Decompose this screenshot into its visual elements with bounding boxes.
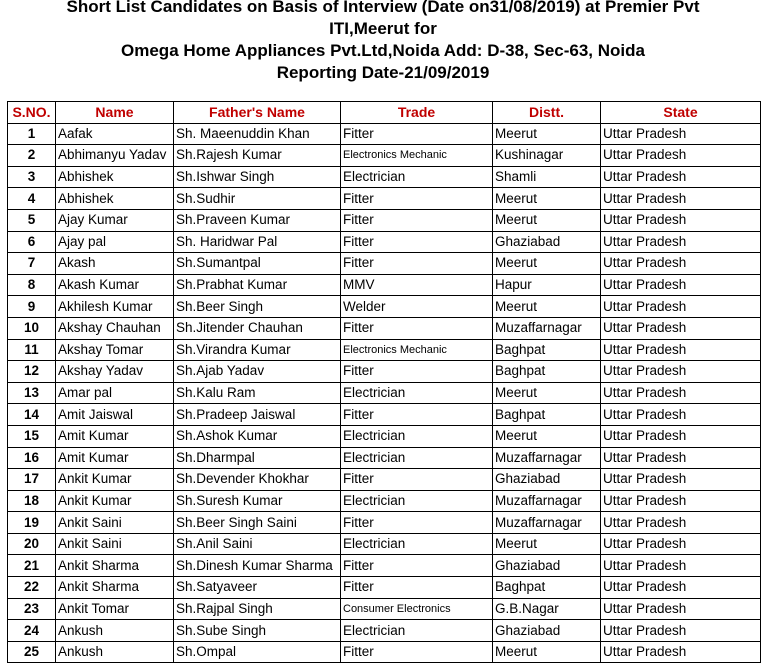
cell-fathers-name: Sh.Ashok Kumar <box>174 425 341 447</box>
cell-state: Uttar Pradesh <box>601 188 761 210</box>
cell-distt: Baghpat <box>493 361 601 383</box>
cell-fathers-name: Sh.Devender Khokhar <box>174 469 341 491</box>
cell-distt: Meerut <box>493 209 601 231</box>
table-row <box>8 382 761 404</box>
cell-sno: 11 <box>8 339 56 361</box>
cell-fathers-name: Sh.Satyaveer <box>174 577 341 599</box>
cell-name: Abhimanyu Yadav <box>56 145 174 167</box>
cell-distt: Baghpat <box>493 577 601 599</box>
table-row <box>8 577 761 599</box>
cell-state: Uttar Pradesh <box>601 533 761 555</box>
cell-name: Abhishek <box>56 188 174 210</box>
table-row <box>8 533 761 555</box>
table-row <box>8 145 761 167</box>
cell-fathers-name: Sh.Rajesh Kumar <box>174 145 341 167</box>
cell-trade: Fitter <box>341 641 493 663</box>
cell-name: Amit Kumar <box>56 447 174 469</box>
cell-fathers-name: Sh.Dharmpal <box>174 447 341 469</box>
cell-state: Uttar Pradesh <box>601 404 761 426</box>
cell-trade: Fitter <box>341 188 493 210</box>
cell-name: Akash <box>56 253 174 275</box>
cell-distt: Muzaffarnagar <box>493 447 601 469</box>
column-header-sno: S.NO. <box>8 102 56 124</box>
cell-trade: Electrician <box>341 447 493 469</box>
cell-trade: Fitter <box>341 123 493 145</box>
cell-name: Aafak <box>56 123 174 145</box>
cell-state: Uttar Pradesh <box>601 447 761 469</box>
cell-state: Uttar Pradesh <box>601 274 761 296</box>
title-line-2: ITI,Meerut for <box>329 19 437 38</box>
cell-name: Akshay Yadav <box>56 361 174 383</box>
cell-sno: 3 <box>8 166 56 188</box>
cell-trade: Electrician <box>341 166 493 188</box>
cell-distt: Muzaffarnagar <box>493 490 601 512</box>
cell-name: Ankit Tomar <box>56 598 174 620</box>
cell-distt: Baghpat <box>493 404 601 426</box>
cell-distt: Meerut <box>493 533 601 555</box>
cell-distt: Ghaziabad <box>493 469 601 491</box>
cell-distt: Ghaziabad <box>493 620 601 642</box>
title-line-3: Omega Home Appliances Pvt.Ltd,Noida Add: D-38, Sec-63, Noida <box>121 41 645 60</box>
cell-sno: 19 <box>8 512 56 534</box>
table-row <box>8 274 761 296</box>
table-row <box>8 209 761 231</box>
table-row <box>8 620 761 642</box>
column-header-name: Name <box>56 102 174 124</box>
cell-distt: Meerut <box>493 382 601 404</box>
cell-state: Uttar Pradesh <box>601 361 761 383</box>
cell-trade: Consumer Electronics <box>341 598 493 620</box>
cell-fathers-name: Sh.Suresh Kumar <box>174 490 341 512</box>
table-row <box>8 123 761 145</box>
cell-state: Uttar Pradesh <box>601 490 761 512</box>
table-row <box>8 166 761 188</box>
cell-fathers-name: Sh.Sudhir <box>174 188 341 210</box>
cell-sno: 9 <box>8 296 56 318</box>
cell-distt: Shamli <box>493 166 601 188</box>
cell-trade: Fitter <box>341 512 493 534</box>
cell-state: Uttar Pradesh <box>601 296 761 318</box>
cell-trade: Fitter <box>341 469 493 491</box>
cell-sno: 21 <box>8 555 56 577</box>
cell-sno: 2 <box>8 145 56 167</box>
cell-sno: 18 <box>8 490 56 512</box>
cell-trade: Fitter <box>341 555 493 577</box>
cell-trade: MMV <box>341 274 493 296</box>
cell-fathers-name: Sh.Virandra Kumar <box>174 339 341 361</box>
cell-trade: Fitter <box>341 577 493 599</box>
cell-distt: Meerut <box>493 253 601 275</box>
cell-sno: 12 <box>8 361 56 383</box>
cell-state: Uttar Pradesh <box>601 209 761 231</box>
cell-sno: 14 <box>8 404 56 426</box>
cell-trade: Electronics Mechanic <box>341 339 493 361</box>
table-row <box>8 317 761 339</box>
title-line-4: Reporting Date-21/09/2019 <box>276 63 490 82</box>
cell-sno: 22 <box>8 577 56 599</box>
table-row <box>8 339 761 361</box>
cell-sno: 1 <box>8 123 56 145</box>
cell-name: Amar pal <box>56 382 174 404</box>
cell-state: Uttar Pradesh <box>601 598 761 620</box>
cell-distt: Kushinagar <box>493 145 601 167</box>
cell-sno: 7 <box>8 253 56 275</box>
cell-distt: Baghpat <box>493 339 601 361</box>
table-row <box>8 404 761 426</box>
cell-distt: Muzaffarnagar <box>493 317 601 339</box>
cell-fathers-name: Sh. Haridwar Pal <box>174 231 341 253</box>
cell-trade: Fitter <box>341 404 493 426</box>
table-row <box>8 296 761 318</box>
cell-fathers-name: Sh.Praveen Kumar <box>174 209 341 231</box>
cell-sno: 17 <box>8 469 56 491</box>
cell-state: Uttar Pradesh <box>601 620 761 642</box>
cell-fathers-name: Sh.Rajpal Singh <box>174 598 341 620</box>
cell-name: Ankush <box>56 641 174 663</box>
table-row <box>8 253 761 275</box>
cell-trade: Electrician <box>341 533 493 555</box>
column-header-distt: Distt. <box>493 102 601 124</box>
cell-state: Uttar Pradesh <box>601 317 761 339</box>
table-row <box>8 555 761 577</box>
table-row <box>8 361 761 383</box>
cell-fathers-name: Sh.Pradeep Jaiswal <box>174 404 341 426</box>
cell-fathers-name: Sh.Dinesh Kumar Sharma <box>174 555 341 577</box>
cell-fathers-name: Sh.Sumantpal <box>174 253 341 275</box>
table-row <box>8 490 761 512</box>
cell-distt: Meerut <box>493 641 601 663</box>
cell-sno: 10 <box>8 317 56 339</box>
title-line-1: Short List Candidates on Basis of Interview (Date on31/08/2019) at Premier Pvt <box>66 0 700 16</box>
cell-distt: G.B.Nagar <box>493 598 601 620</box>
cell-state: Uttar Pradesh <box>601 555 761 577</box>
cell-sno: 15 <box>8 425 56 447</box>
cell-state: Uttar Pradesh <box>601 382 761 404</box>
cell-state: Uttar Pradesh <box>601 145 761 167</box>
cell-distt: Meerut <box>493 296 601 318</box>
cell-name: Ajay pal <box>56 231 174 253</box>
cell-state: Uttar Pradesh <box>601 231 761 253</box>
cell-name: Ankit Kumar <box>56 469 174 491</box>
cell-fathers-name: Sh.Beer Singh Saini <box>174 512 341 534</box>
cell-name: Abhishek <box>56 166 174 188</box>
table-header-row <box>8 102 761 124</box>
cell-fathers-name: Sh.Ishwar Singh <box>174 166 341 188</box>
cell-trade: Electronics Mechanic <box>341 145 493 167</box>
cell-trade: Fitter <box>341 231 493 253</box>
cell-trade: Fitter <box>341 253 493 275</box>
cell-name: Akash Kumar <box>56 274 174 296</box>
cell-sno: 23 <box>8 598 56 620</box>
cell-trade: Electrician <box>341 490 493 512</box>
cell-name: Amit Jaiswal <box>56 404 174 426</box>
cell-trade: Welder <box>341 296 493 318</box>
cell-state: Uttar Pradesh <box>601 641 761 663</box>
cell-state: Uttar Pradesh <box>601 425 761 447</box>
cell-state: Uttar Pradesh <box>601 339 761 361</box>
cell-name: Amit Kumar <box>56 425 174 447</box>
cell-distt: Meerut <box>493 123 601 145</box>
cell-name: Ankit Sharma <box>56 555 174 577</box>
cell-trade: Fitter <box>341 209 493 231</box>
cell-trade: Electrician <box>341 425 493 447</box>
cell-sno: 4 <box>8 188 56 210</box>
cell-name: Ankit Saini <box>56 512 174 534</box>
table-row <box>8 188 761 210</box>
cell-fathers-name: Sh.Anil Saini <box>174 533 341 555</box>
cell-name: Ankit Sharma <box>56 577 174 599</box>
table-row <box>8 598 761 620</box>
table-row <box>8 512 761 534</box>
cell-trade: Electrician <box>341 620 493 642</box>
cell-state: Uttar Pradesh <box>601 577 761 599</box>
table-row <box>8 231 761 253</box>
column-header-trade: Trade <box>341 102 493 124</box>
cell-distt: Ghaziabad <box>493 555 601 577</box>
column-header-state: State <box>601 102 761 124</box>
cell-name: Akhilesh Kumar <box>56 296 174 318</box>
cell-trade: Fitter <box>341 317 493 339</box>
cell-distt: Muzaffarnagar <box>493 512 601 534</box>
column-header-fathers-name: Father's Name <box>174 102 341 124</box>
cell-distt: Hapur <box>493 274 601 296</box>
cell-name: Akshay Chauhan <box>56 317 174 339</box>
table-row <box>8 641 761 663</box>
cell-state: Uttar Pradesh <box>601 512 761 534</box>
cell-fathers-name: Sh.Prabhat Kumar <box>174 274 341 296</box>
cell-sno: 25 <box>8 641 56 663</box>
cell-distt: Ghaziabad <box>493 231 601 253</box>
cell-fathers-name: Sh.Kalu Ram <box>174 382 341 404</box>
cell-distt: Meerut <box>493 188 601 210</box>
table-row <box>8 469 761 491</box>
candidates-table <box>7 101 761 663</box>
cell-name: Akshay Tomar <box>56 339 174 361</box>
cell-fathers-name: Sh.Beer Singh <box>174 296 341 318</box>
cell-trade: Electrician <box>341 382 493 404</box>
cell-trade: Fitter <box>341 361 493 383</box>
table-body <box>8 123 761 663</box>
cell-fathers-name: Sh.Jitender Chauhan <box>174 317 341 339</box>
cell-sno: 13 <box>8 382 56 404</box>
cell-fathers-name: Sh.Ajab Yadav <box>174 361 341 383</box>
document-title <box>0 0 766 84</box>
table-row <box>8 447 761 469</box>
cell-state: Uttar Pradesh <box>601 166 761 188</box>
cell-sno: 20 <box>8 533 56 555</box>
cell-sno: 6 <box>8 231 56 253</box>
cell-name: Ankit Saini <box>56 533 174 555</box>
cell-sno: 5 <box>8 209 56 231</box>
cell-sno: 8 <box>8 274 56 296</box>
cell-fathers-name: Sh. Maeenuddin Khan <box>174 123 341 145</box>
cell-fathers-name: Sh.Sube Singh <box>174 620 341 642</box>
table-row <box>8 425 761 447</box>
cell-name: Ankit Kumar <box>56 490 174 512</box>
cell-state: Uttar Pradesh <box>601 253 761 275</box>
cell-distt: Meerut <box>493 425 601 447</box>
cell-sno: 24 <box>8 620 56 642</box>
cell-sno: 16 <box>8 447 56 469</box>
cell-state: Uttar Pradesh <box>601 123 761 145</box>
cell-name: Ajay Kumar <box>56 209 174 231</box>
cell-state: Uttar Pradesh <box>601 469 761 491</box>
cell-fathers-name: Sh.Ompal <box>174 641 341 663</box>
cell-name: Ankush <box>56 620 174 642</box>
